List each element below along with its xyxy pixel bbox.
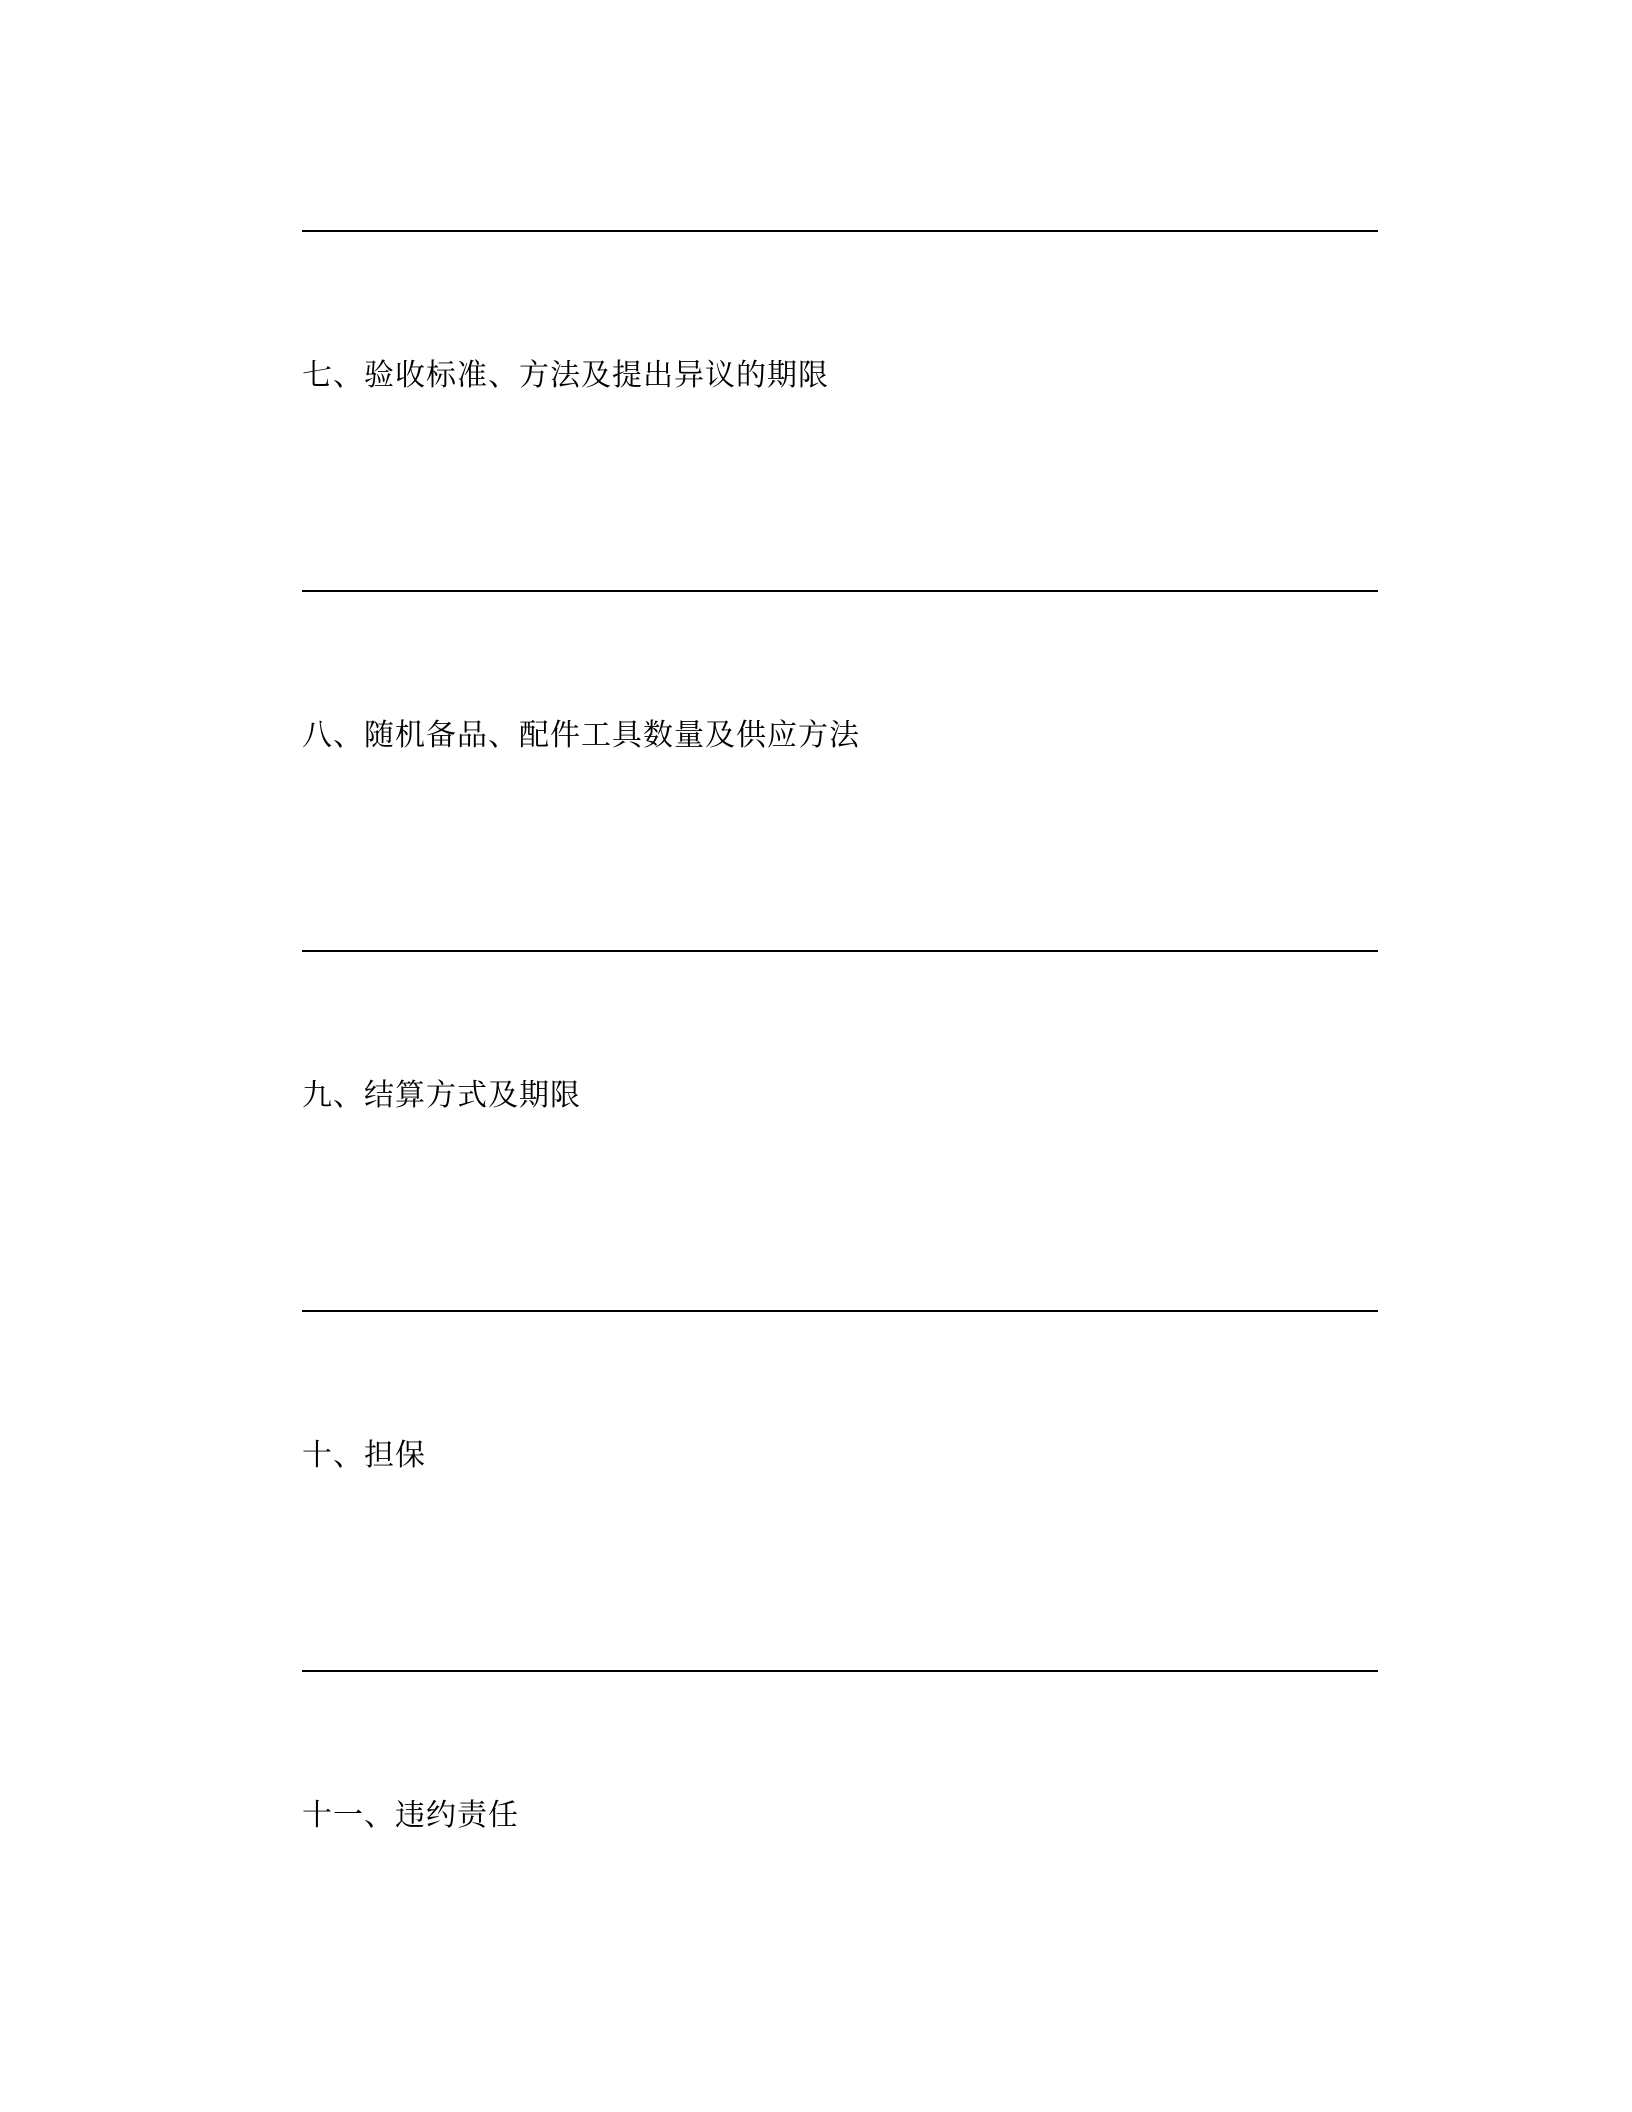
fill-in-line (302, 1670, 1378, 1672)
fill-in-line (302, 950, 1378, 952)
section-heading-7: 七、验收标准、方法及提出异议的期限 (302, 358, 829, 393)
section-heading-9: 九、结算方式及期限 (302, 1078, 581, 1113)
section-heading-8: 八、随机备品、配件工具数量及供应方法 (302, 718, 860, 753)
fill-in-line (302, 230, 1378, 232)
section-heading-10: 十、担保 (302, 1438, 426, 1473)
fill-in-line (302, 1310, 1378, 1312)
section-heading-11: 十一、违约责任 (302, 1798, 519, 1833)
fill-in-line (302, 590, 1378, 592)
